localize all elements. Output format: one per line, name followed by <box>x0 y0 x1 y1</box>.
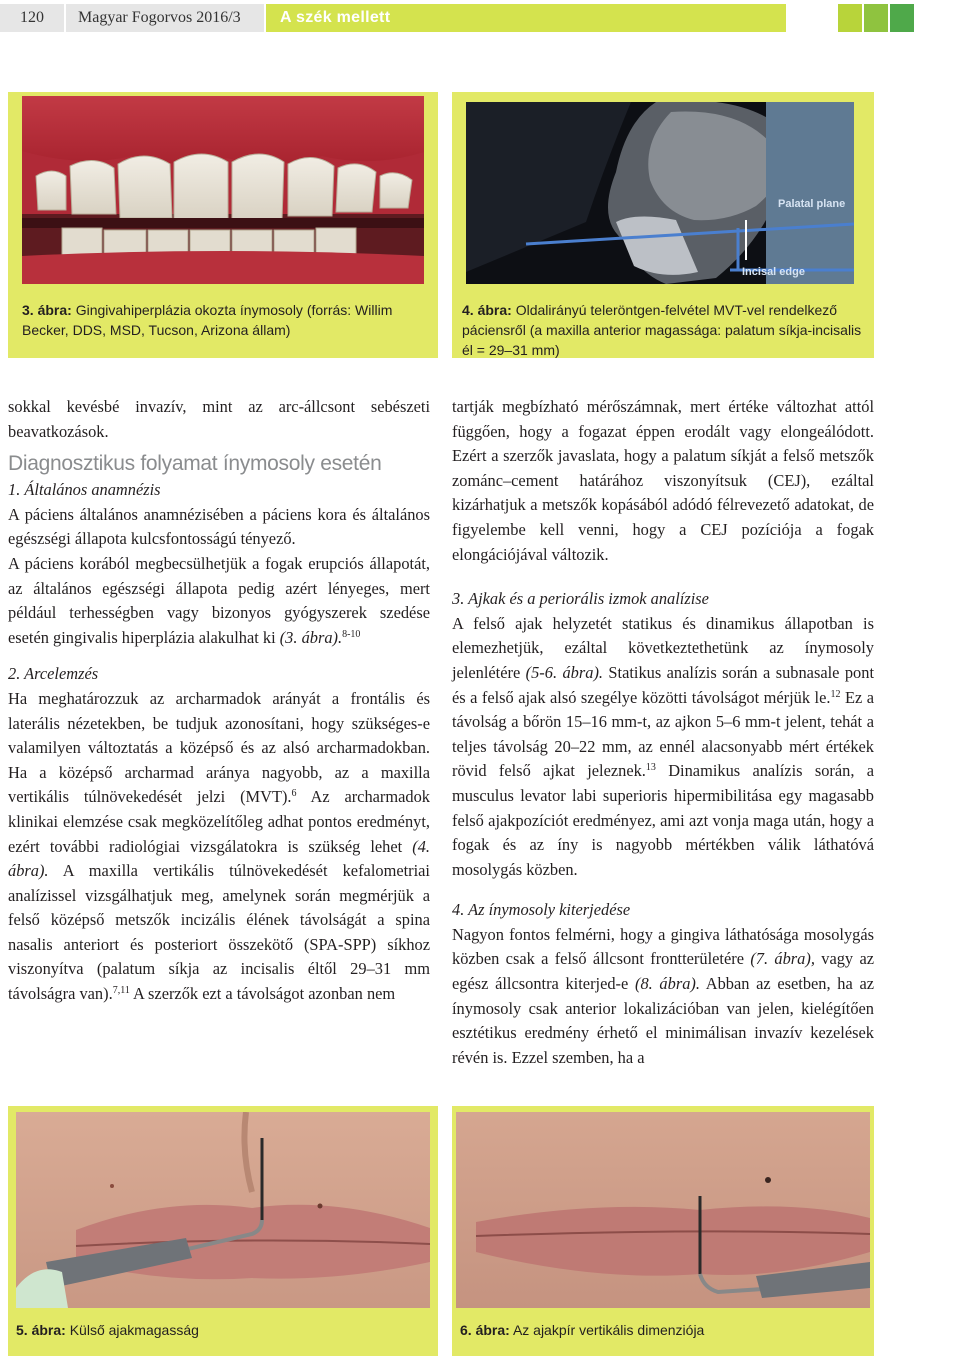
accent-square <box>838 4 862 32</box>
paragraph: sokkal kevésbé invazív, mint az arc-állcsont sebészeti beavatkozások. <box>8 397 430 441</box>
figure-3-caption <box>22 300 422 340</box>
figure-6-label: 6. ábra: <box>460 1322 510 1338</box>
figure-4-panel <box>452 92 874 358</box>
subsection-title: 4. Az ínymosoly kiterjedése <box>452 900 631 920</box>
figure-5-caption <box>16 1320 430 1340</box>
section-title: A szék mellett <box>266 4 786 32</box>
gingival-smile-photo <box>22 96 424 284</box>
figure-3-panel <box>8 92 438 358</box>
incisal-edge-label: Incisal edge <box>742 266 805 278</box>
paragraph: A páciens korából megbecsülhetjük a fogak erupciós állapotát, az általános egészségi állapota pedig azért lényeges, mert például terhességben vagy bizonyos gyógyszerek szedése esetén gingivalis hiperplázia alakulhat ki (3. ábra).$^{8-10}$ <box>8 553 430 647</box>
journal-name: Magyar Fogorvos 2016/3 <box>66 4 264 32</box>
lip-measurement-photo <box>16 1112 430 1308</box>
palatal-plane-label: Palatal plane <box>778 198 846 210</box>
figure-5-label: 5. ábra: <box>16 1322 66 1338</box>
figure-6-caption <box>460 1320 866 1340</box>
figure-3-text: Gingivahiperplázia okozta ínymosoly (forrás: Willim Becker, DDS, MSD, Tucson, Arizona állam) <box>22 302 393 338</box>
lip-vertical-photo <box>456 1112 870 1308</box>
figure-4-label: 4. ábra: <box>462 302 512 318</box>
paragraph: A felső ajak helyzetét statikus és dinamikus állapotban is elemezhetjük, ezáltal következtethetünk az ínymosoly jelenlétére (5-6. ábra). Statikus analízis során a subnasale pont és a felső ajak alsó szegélye közötti távolságot mérjük le.$^{12}$ Ez a távolság a bőrön 15–16 mm-t, az ajkon 5–6 mm-t jelent, tehát a teljes távolság 20–22 mm, az ennél alacsonyabb mért értékek rövid felső ajkat jeleznek.$^{13}$ Dinamikus analízis során, a musculus levator labi superioris hipermibilitása egy magasabb felső ajakpozíciót eredményez, ami azt vonja maga után, hogy a fogak és az íny is nagyobb mértékben válik láthatóvá mosolygás közben. <box>452 613 874 879</box>
lateral-cephalogram <box>466 102 854 284</box>
paragraph: Ha meghatározzuk az archarmadok arányát a frontális és laterális nézetekben, be tudjuk azonosítani, hogy szükséges-e valamilyen változtatás a középső és az alsó archarmadokban. Ha a középső archarmad aránya nagyobb, az a maxilla vertikális túlnövekedését jelzi (MVT).$^6$ Az archarmadok klinikai elemzése csak megközelítőleg adhat pontos eredményt, ezért további radiológiai vizsgálatokra is szükség lehet (4. ábra). A maxilla vertikális túlnövekedését kefalometriai analízissel vizsgálhatjuk meg, amelynek során megmérjük a felső középső metszők incizális élének távolságát a spina nasalis anteriort és posteriort összekötő (SPA-SPP) síkhoz viszonyítva (palatum síkja az incisalis éltől 29–31 mm távolságra van).$^{7,11}$ A szerzők ezt a távolságot azonban nem <box>8 688 430 1004</box>
figure-4-text: Oldalirányú teleröntgen-felvétel MVT-vel rendelkező páciensről (a maxilla anterior magassága: palatum síkja-incisalis él = 29–31 mm) <box>462 302 862 358</box>
subsection-title: 2. Arcelemzés <box>8 664 99 684</box>
figure-5-panel <box>8 1106 438 1356</box>
figure-6-text: Az ajakpír vertikális dimenziója <box>512 1322 705 1338</box>
paragraph: Nagyon fontos felmérni, hogy a gingiva láthatósága mosolygás közben csak a felső állcsont frontterületére (7. ábra), vagy az egész állcsontra kiterjed-e (8. ábra). Abban az esetben, ha az ínymosoly csak anterior lokalizációban van jelen, kielégítően esztétikus eredmény érhető el minimálisan invazív kezelések révén is. Ezzel szemben, ha a <box>452 924 875 1067</box>
subsection-title: 3. Ajkak és a periorális izmok analízise <box>452 589 709 609</box>
paragraph: tartják megbízható mérőszámnak, mert értéke változhat attól függően, hogy a fogazat éppen erodált vagy elongeálódott. Ezért a szerzők javaslata, hogy a palatum síkját a felső metszők zománc–cement határához viszonyítsuk (CEJ), ezáltal kizárhatjuk a metszők kopásából adódó félrevezető adatokat, de figyelembe kell venni, hogy a CEJ pozíciója a fogak elongációjával változik. <box>452 397 874 564</box>
figure-6-panel <box>452 1106 874 1356</box>
right-column <box>452 395 874 1070</box>
section-heading: Diagnosztikus folyamat ínymosoly esetén <box>8 452 382 476</box>
subsection-title: 1. Általános anamnézis <box>8 480 161 500</box>
left-column <box>8 395 430 1007</box>
figure-3-label: 3. ábra: <box>22 302 72 318</box>
accent-square <box>864 4 888 32</box>
page-number: 120 <box>0 4 64 32</box>
figure-5-text: Külső ajakmagasság <box>69 1322 199 1338</box>
paragraph: A páciens általános anamnézisében a páciens kora és általános egészségi állapota kulcsfontosságú tényező. <box>8 504 430 549</box>
accent-square <box>890 4 914 32</box>
figure-4-caption <box>462 300 868 360</box>
page-header <box>0 4 960 32</box>
